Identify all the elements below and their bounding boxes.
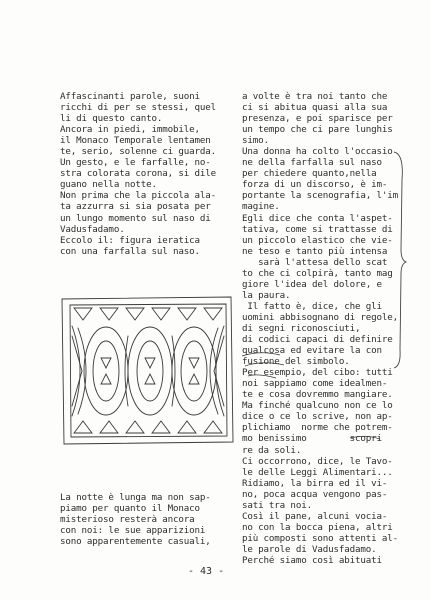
- text-line: simo.: [242, 135, 269, 147]
- text-line: Affascinanti parole, suoni: [60, 91, 200, 102]
- text-line: fusione del simbolo.: [242, 356, 350, 368]
- text-line: Ancora in piedi, immobile,: [60, 124, 200, 136]
- text-line: le delle Leggi Alimentari...: [242, 466, 393, 478]
- text-line: plichiamo norme che potrem-: [242, 422, 393, 434]
- text-line: li di questo canto.: [60, 113, 163, 125]
- handwritten-pen-marks: [240, 338, 400, 448]
- text-line: to che ci colpirà, tanto mag: [242, 267, 393, 279]
- text-line: forza di un discorso, è im-: [242, 179, 388, 191]
- text-line: uomini abbisognano di regole,: [242, 311, 399, 323]
- text-line: piamo per quanto il Monaco: [60, 503, 200, 515]
- text-line: Egli dice che conta l'aspet-: [242, 212, 393, 224]
- text-line: per chiedere quanto,nella: [242, 168, 377, 180]
- text-line: Una donna ha colto l'occasio: [242, 146, 393, 158]
- text-line: qualcosa ed evitare la con: [242, 345, 382, 357]
- text-line: tativa, come si trattasse di: [242, 223, 393, 235]
- text-line: guano nella notte.: [60, 179, 157, 191]
- text-line: con noi: le sue apparizioni: [60, 525, 206, 537]
- text-line: te, serio, solenne ci guarda.: [60, 146, 217, 158]
- text-line: un tempo che ci pare lunghis: [242, 124, 393, 136]
- right-column-text: [242, 91, 398, 566]
- ornamental-frieze-drawing: [60, 296, 235, 446]
- text-line: Così il pane, alcuni vocia-: [242, 510, 388, 522]
- text-line: no con la bocca piena, altri: [242, 521, 393, 533]
- text-line: Non prima che la piccola ala-: [60, 190, 217, 202]
- handwritten-margin-bracket: [392, 150, 408, 370]
- text-line: Un gesto, e le farfalle, no-: [60, 157, 211, 169]
- text-line: sati tra noi.: [242, 499, 312, 511]
- text-line: La notte è lunga ma non sap-: [60, 492, 211, 503]
- text-line: le parole di Vadusfadamo.: [242, 543, 377, 555]
- text-line: te e cosa dovremmo mangiare.: [242, 389, 393, 401]
- text-line: la paura.: [242, 289, 291, 301]
- text-line: Per esempio, del cibo: tutti: [242, 367, 393, 379]
- left-column-bottom-text: [60, 492, 211, 547]
- text-line: sono apparentemente casuali,: [60, 536, 211, 548]
- text-line: Ci occorrono, dice, le Tavo-: [242, 455, 393, 467]
- text-line: noi sappiamo come idealmen-: [242, 378, 388, 390]
- text-line: magine.: [242, 201, 280, 213]
- text-line: a volte è tra noi tanto che: [242, 91, 388, 102]
- text-line: presenza, e poi sparisce per: [242, 113, 393, 125]
- text-line: Vadusfadamo.: [60, 223, 125, 235]
- text-line: stra colorata corona, si dile: [60, 168, 217, 180]
- text-line: con una farfalla sul naso.: [60, 245, 200, 257]
- text-line: sarà l'attesa dello scat: [242, 256, 388, 268]
- left-column-top-text: [60, 91, 216, 257]
- text-line: di codici capaci di definire: [242, 334, 393, 346]
- text-line: un piccolo elastico che vie-: [242, 234, 393, 246]
- text-line: Ridiamo, la birra ed il vi-: [242, 477, 388, 489]
- text-line: no, poca acqua vengono pas-: [242, 488, 388, 500]
- text-line: più composti sono attenti al-: [242, 532, 399, 544]
- page-number: - 43 -: [188, 566, 225, 577]
- text-line: ne teso e tanto più intensa: [242, 245, 388, 257]
- text-line: re da soli.: [242, 444, 302, 456]
- text-line: Ma finché qualcuno non ce lo: [242, 400, 393, 412]
- text-line: ta azzurra si sia posata per: [60, 201, 211, 213]
- text-line: il Monaco Temporale lentamen: [60, 135, 211, 147]
- text-line: mo benissimo scopri: [242, 433, 382, 445]
- text-line: Perché siamo così abituati: [242, 554, 382, 566]
- text-line: Il fatto è, dice, che gli: [242, 300, 382, 312]
- text-line: misterioso resterà ancora: [60, 514, 195, 526]
- text-line: di segni riconosciuti,: [242, 322, 361, 334]
- text-line: Eccolo il: figura ieratica: [60, 234, 200, 246]
- text-line: dice o ce lo scrive, non ap-: [242, 411, 393, 423]
- text-line: ci si abitua quasi alla sua: [242, 102, 388, 114]
- text-line: portante la scenografia, l'im: [242, 190, 399, 202]
- text-line: un lungo momento sul naso di: [60, 212, 211, 224]
- text-line: ricchi di per se stessi, quel: [60, 102, 217, 114]
- text-line: giore l'idea del dolore, e: [242, 278, 382, 290]
- text-line: ne della farfalla sul naso: [242, 157, 382, 169]
